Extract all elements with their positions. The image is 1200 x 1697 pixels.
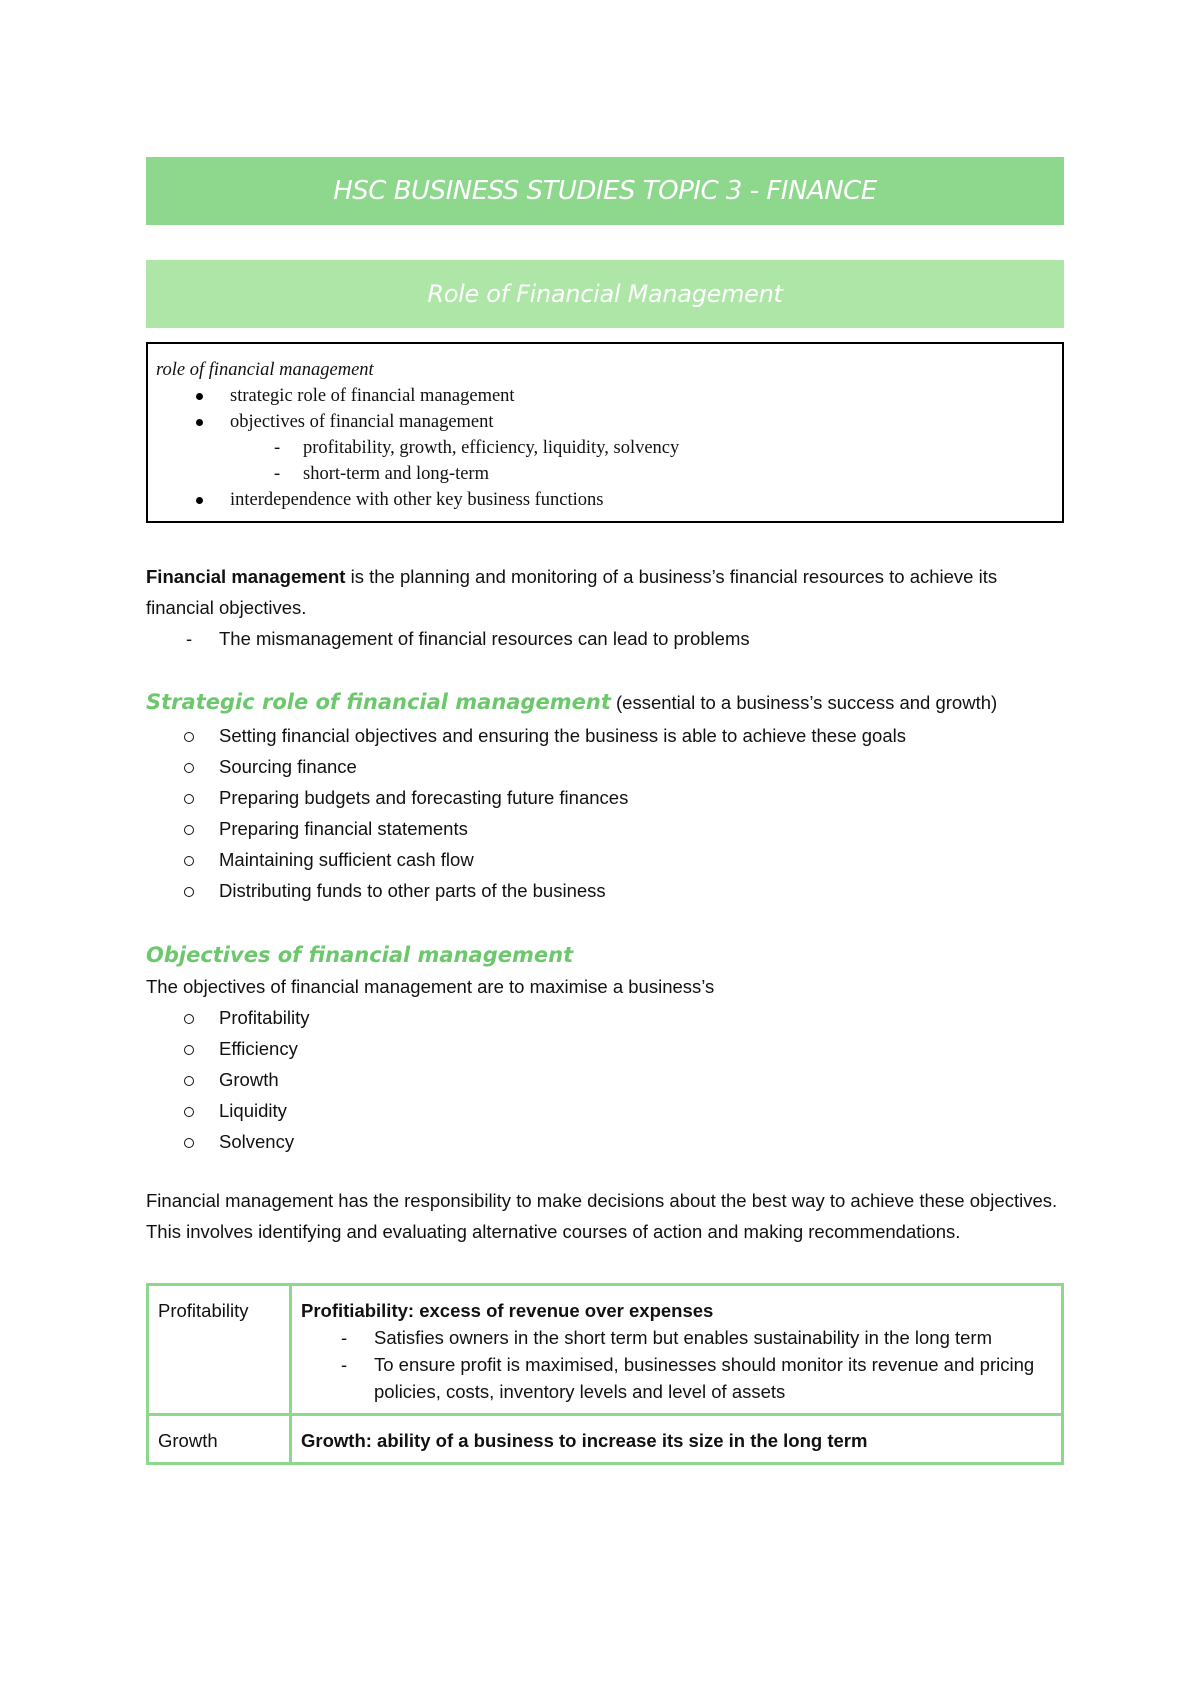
- table-cell-point: - Satisfies owners in the short term but enables sustainability in the long term: [301, 1324, 1052, 1351]
- syllabus-heading: role of financial management: [156, 360, 374, 380]
- list-item: Setting financial objectives and ensuring the business is able to achieve these goals: [146, 720, 1064, 751]
- list-item: Distributing funds to other parts of the business: [146, 875, 1064, 906]
- table-cell-heading: Growth: ability of a business to increase its size in the long term: [301, 1430, 868, 1451]
- strategic-note: (essential to a business’s success and growth): [610, 692, 998, 713]
- list-item: Sourcing finance: [146, 751, 1064, 782]
- table-row: [148, 1285, 1063, 1415]
- list-item: Preparing budgets and forecasting future finances: [146, 782, 1064, 813]
- document-page: [146, 157, 1064, 1465]
- table-cell-point: - To ensure profit is maximised, businesses should monitor its revenue and pricing policies, costs, inventory levels and level of assets: [301, 1351, 1052, 1405]
- strategic-heading: [146, 687, 1064, 718]
- syllabus-subitem: - profitability, growth, efficiency, liquidity, solvency: [156, 435, 1054, 461]
- list-item: Efficiency: [146, 1033, 1064, 1064]
- objectives-intro: The objectives of financial management are to maximise a business’s: [146, 976, 715, 997]
- definition-text: is the planning and monitoring of a business’s financial resources to achieve its financial objectives.: [146, 566, 998, 618]
- syllabus-item: strategic role of financial management: [156, 383, 1054, 409]
- syllabus-subitem: - short-term and long-term: [156, 461, 1054, 487]
- definition-term: Financial management: [146, 566, 346, 587]
- table-cell-content: [291, 1285, 1063, 1415]
- table-cell-heading: Profitiability: excess of revenue over expenses: [301, 1300, 714, 1321]
- table-row: [148, 1415, 1063, 1464]
- table-cell-label: Growth: [148, 1415, 291, 1464]
- list-item: Preparing financial statements: [146, 813, 1064, 844]
- definition-paragraph: [146, 561, 1064, 623]
- objectives-heading: Objectives of financial management: [146, 943, 574, 967]
- definition-point: - The mismanagement of financial resources can lead to problems: [146, 623, 1064, 654]
- table-cell-label: Profitability: [148, 1285, 291, 1415]
- strategic-heading-text: Strategic role of financial management: [146, 690, 611, 714]
- list-item: Profitability: [146, 1002, 1064, 1033]
- responsibility-paragraph: Financial management has the responsibility to make decisions about the best way to achieve these objectives. This involves identifying and evaluating alternative courses of action and making recommendations.: [146, 1190, 1058, 1242]
- list-item: Maintaining sufficient cash flow: [146, 844, 1064, 875]
- syllabus-item: objectives of financial management: [156, 409, 1054, 435]
- objectives-list: [146, 1002, 1064, 1157]
- list-item: Liquidity: [146, 1095, 1064, 1126]
- list-item: Solvency: [146, 1126, 1064, 1157]
- section-title-banner: [146, 260, 1064, 328]
- strategic-list: [146, 720, 1064, 906]
- table-cell-content: [291, 1415, 1063, 1464]
- document-title: HSC BUSINESS STUDIES TOPIC 3 - FINANCE: [333, 176, 877, 206]
- objectives-table: [146, 1283, 1064, 1465]
- syllabus-item: interdependence with other key business functions: [156, 487, 1054, 513]
- syllabus-box: [146, 342, 1064, 523]
- document-title-banner: [146, 157, 1064, 225]
- section-title: Role of Financial Management: [427, 280, 783, 308]
- list-item: Growth: [146, 1064, 1064, 1095]
